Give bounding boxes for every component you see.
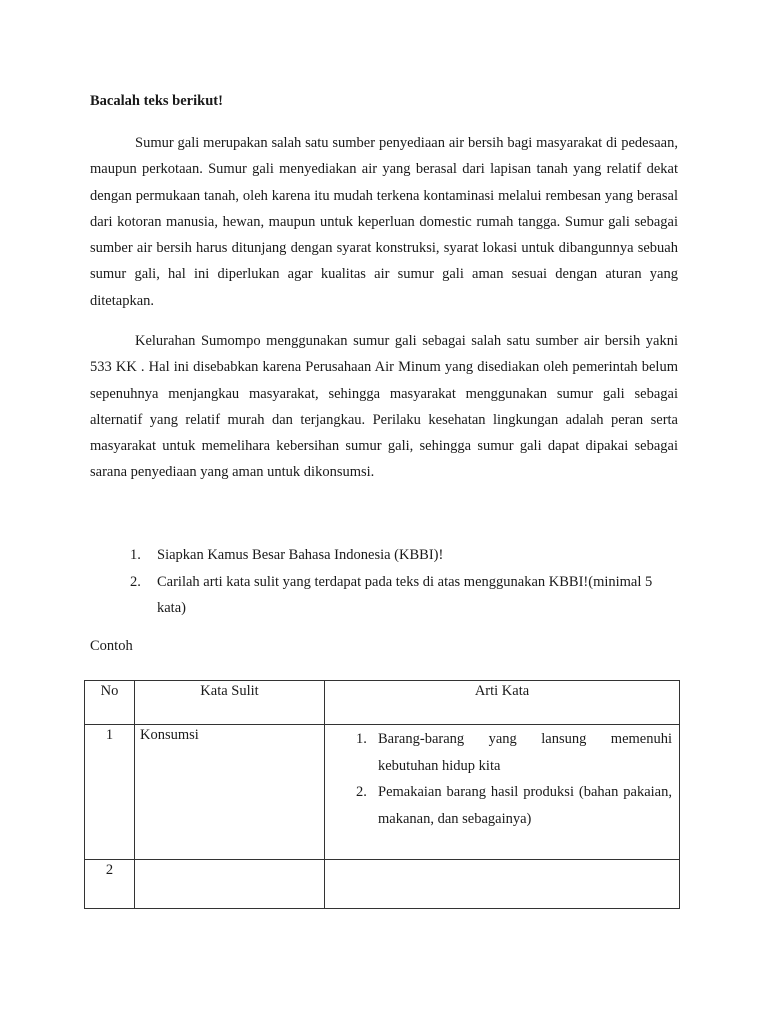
instruction-item	[130, 542, 678, 569]
meaning-item	[326, 726, 672, 779]
paragraph-2: Kelurahan Sumompo menggunakan sumur gali sebagai salah satu sumber air bersih yakni 533 KK . Hal ini disebabkan karena Perusahaan Air Minum yang disediakan oleh pemerintah belum sepenuhnya menjangkau masyarakat, sehingga masyarakat menggunakan sumur gali sebagai alternatif yang relatif murah dan terjangkau. Perilaku kesehatan lingkungan adalah peran serta masyarakat untuk memelihara kebersihan sumur gali, sehingga sumur gali dapat dipakai sebagai sarana penyediaan yang aman untuk dikonsumsi.	[90, 333, 678, 481]
meaning-text: Pemakaian barang hasil produksi (bahan pakaian, makanan, dan sebagainya)	[378, 784, 672, 828]
table-row	[85, 725, 680, 860]
instruction-list	[130, 542, 678, 622]
table-header-row	[85, 681, 680, 725]
header-no: No	[85, 681, 135, 725]
row-word	[135, 860, 325, 909]
meaning-text: Barang-barang yang lansung memenuhi kebutuhan hidup kita	[378, 731, 672, 774]
row-number: 1	[85, 725, 135, 860]
header-kata-sulit: Kata Sulit	[135, 681, 325, 725]
paragraph-1: Sumur gali merupakan salah satu sumber penyediaan air bersih bagi masyarakat di pedesaan, maupun perkotaan. Sumur gali menyediakan air yang berasal dari lapisan tanah yang relatif dekat dengan permukaan tanah, oleh karena itu mudah terkena kontaminasi melalui rembesan yang berasal dari kotoran manusia, hewan, maupun untuk keperluan domestic rumah tangga. Sumur gali sebagai sumber air bersih harus ditunjang dengan syarat konstruksi, syarat lokasi untuk dibangunnya sebuah sumur gali, hal ini diperlukan agar kualitas air sumur gali aman sesuai dengan aturan yang ditetapkan.	[90, 135, 678, 309]
meaning-item	[326, 779, 672, 832]
meaning-number: 1.	[356, 731, 367, 747]
instruction-text: Carilah arti kata sulit yang terdapat pada teks di atas menggunakan KBBI!(minimal 5 kata)	[157, 573, 653, 616]
instruction-number: 2.	[130, 573, 141, 590]
row-number: 2	[85, 860, 135, 909]
row-meaning	[325, 860, 680, 909]
row-meaning	[325, 725, 680, 860]
row-word: Konsumsi	[135, 725, 325, 860]
vocabulary-table	[84, 680, 680, 909]
heading: Bacalah teks berikut!	[90, 93, 223, 109]
example-label: Contoh	[90, 638, 133, 654]
instruction-text: Siapkan Kamus Besar Bahasa Indonesia (KBBI)!	[157, 547, 444, 563]
instruction-number: 1.	[130, 547, 141, 563]
header-arti-kata: Arti Kata	[325, 681, 680, 725]
instruction-item	[130, 569, 678, 622]
table-row	[85, 860, 680, 909]
meaning-number: 2.	[356, 784, 367, 801]
meaning-list	[326, 726, 678, 833]
